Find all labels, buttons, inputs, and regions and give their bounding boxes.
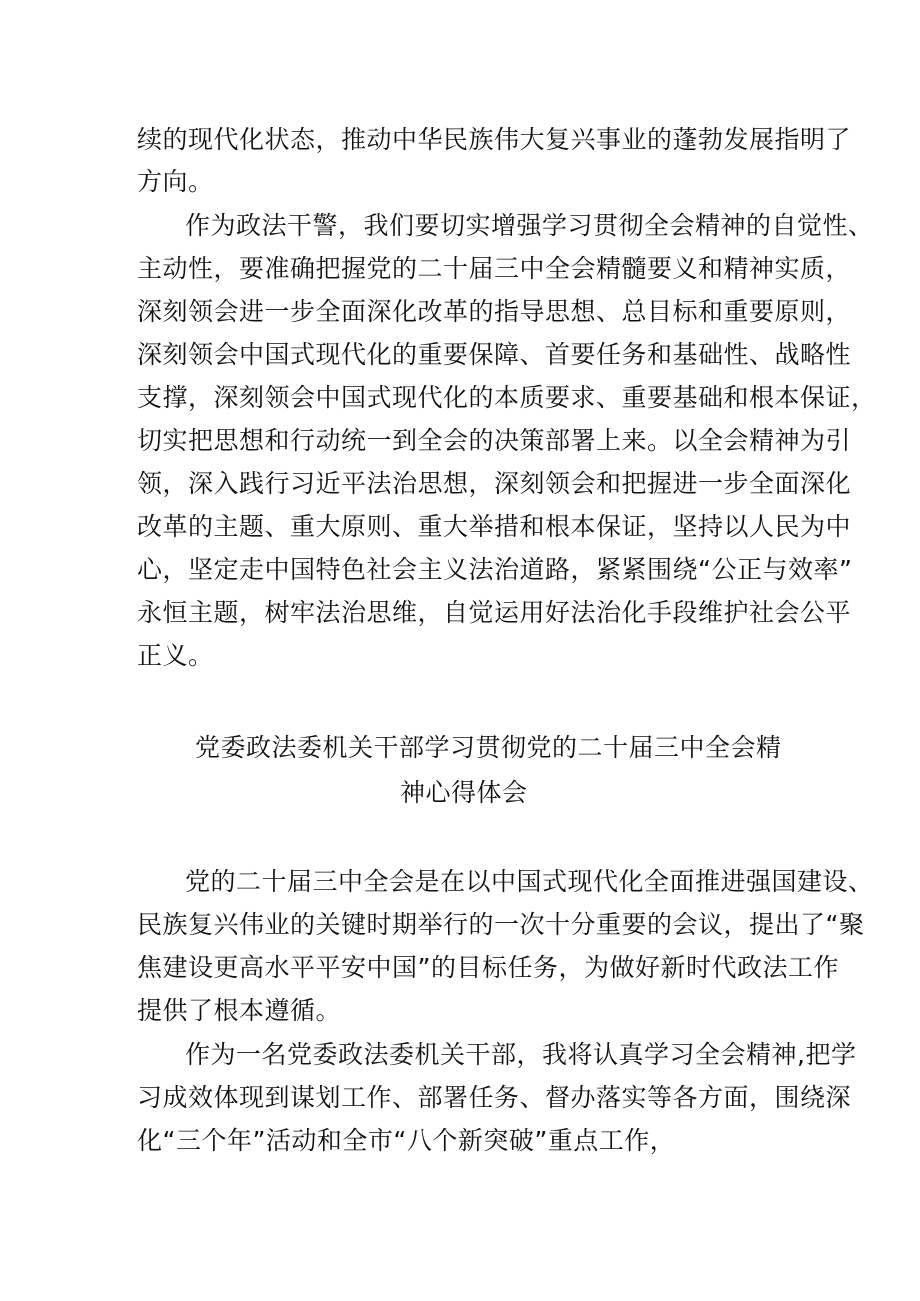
paragraph-line: 切实把思想和行动统一到全会的决策部署上来。以全会精神为引 — [137, 426, 852, 455]
article-title: 神心得体会 — [400, 778, 528, 807]
paragraph-line: 焦建设更高水平平安中国”的目标任务，为做好新时代政法工作 — [137, 953, 839, 982]
paragraph-line: 深刻领会中国式现代化的重要保障、首要任务和基础性、战略性 — [137, 340, 852, 369]
paragraph-line: 领，深入践行习近平法治思想，深刻领会和把握进一步全面深化 — [137, 469, 852, 498]
paragraph-line: 深刻领会进一步全面深化改革的指导思想、总目标和重要原则， — [137, 297, 852, 326]
paragraph-line: 支撑，深刻领会中国式现代化的本质要求、重要基础和根本保证， — [137, 383, 877, 412]
paragraph-line: 提供了根本遵循。 — [137, 996, 342, 1025]
paragraph-line: 正义。 — [137, 641, 214, 670]
paragraph-line: 民族复兴伟业的关键时期举行的一次十分重要的会议，提出了“聚 — [137, 910, 865, 939]
paragraph-line: 永恒主题，树牢法治思维，自觉运用好法治化手段维护社会公平 — [137, 598, 852, 627]
paragraph-line: 作为一名党委政法委机关干部，我将认真学习全会精神,把学 — [185, 1040, 857, 1069]
paragraph-line: 方向。 — [137, 167, 214, 196]
paragraph-line: 作为政法干警，我们要切实增强学习贯彻全会精神的自觉性、 — [185, 211, 874, 240]
article-title: 党委政法委机关干部学习贯彻党的二十届三中全会精 — [195, 733, 782, 762]
paragraph-line: 主动性，要准确把握党的二十届三中全会精髓要义和精神实质， — [137, 254, 852, 283]
paragraph-line: 续的现代化状态，推动中华民族伟大复兴事业的蓬勃发展指明了 — [137, 125, 852, 154]
paragraph-line: 心，坚定走中国特色社会主义法治道路，紧紧围绕“公正与效率” — [137, 555, 853, 584]
paragraph-line: 习成效体现到谋划工作、部署任务、督办落实等各方面，围绕深 — [137, 1083, 852, 1112]
paragraph-line: 改革的主题、重大原则、重大举措和根本保证，坚持以人民为中 — [137, 512, 852, 541]
paragraph-line: 党的二十届三中全会是在以中国式现代化全面推进强国建设、 — [185, 867, 874, 896]
paragraph-line: 化“三个年”活动和全市“八个新突破”重点工作， — [137, 1126, 676, 1155]
